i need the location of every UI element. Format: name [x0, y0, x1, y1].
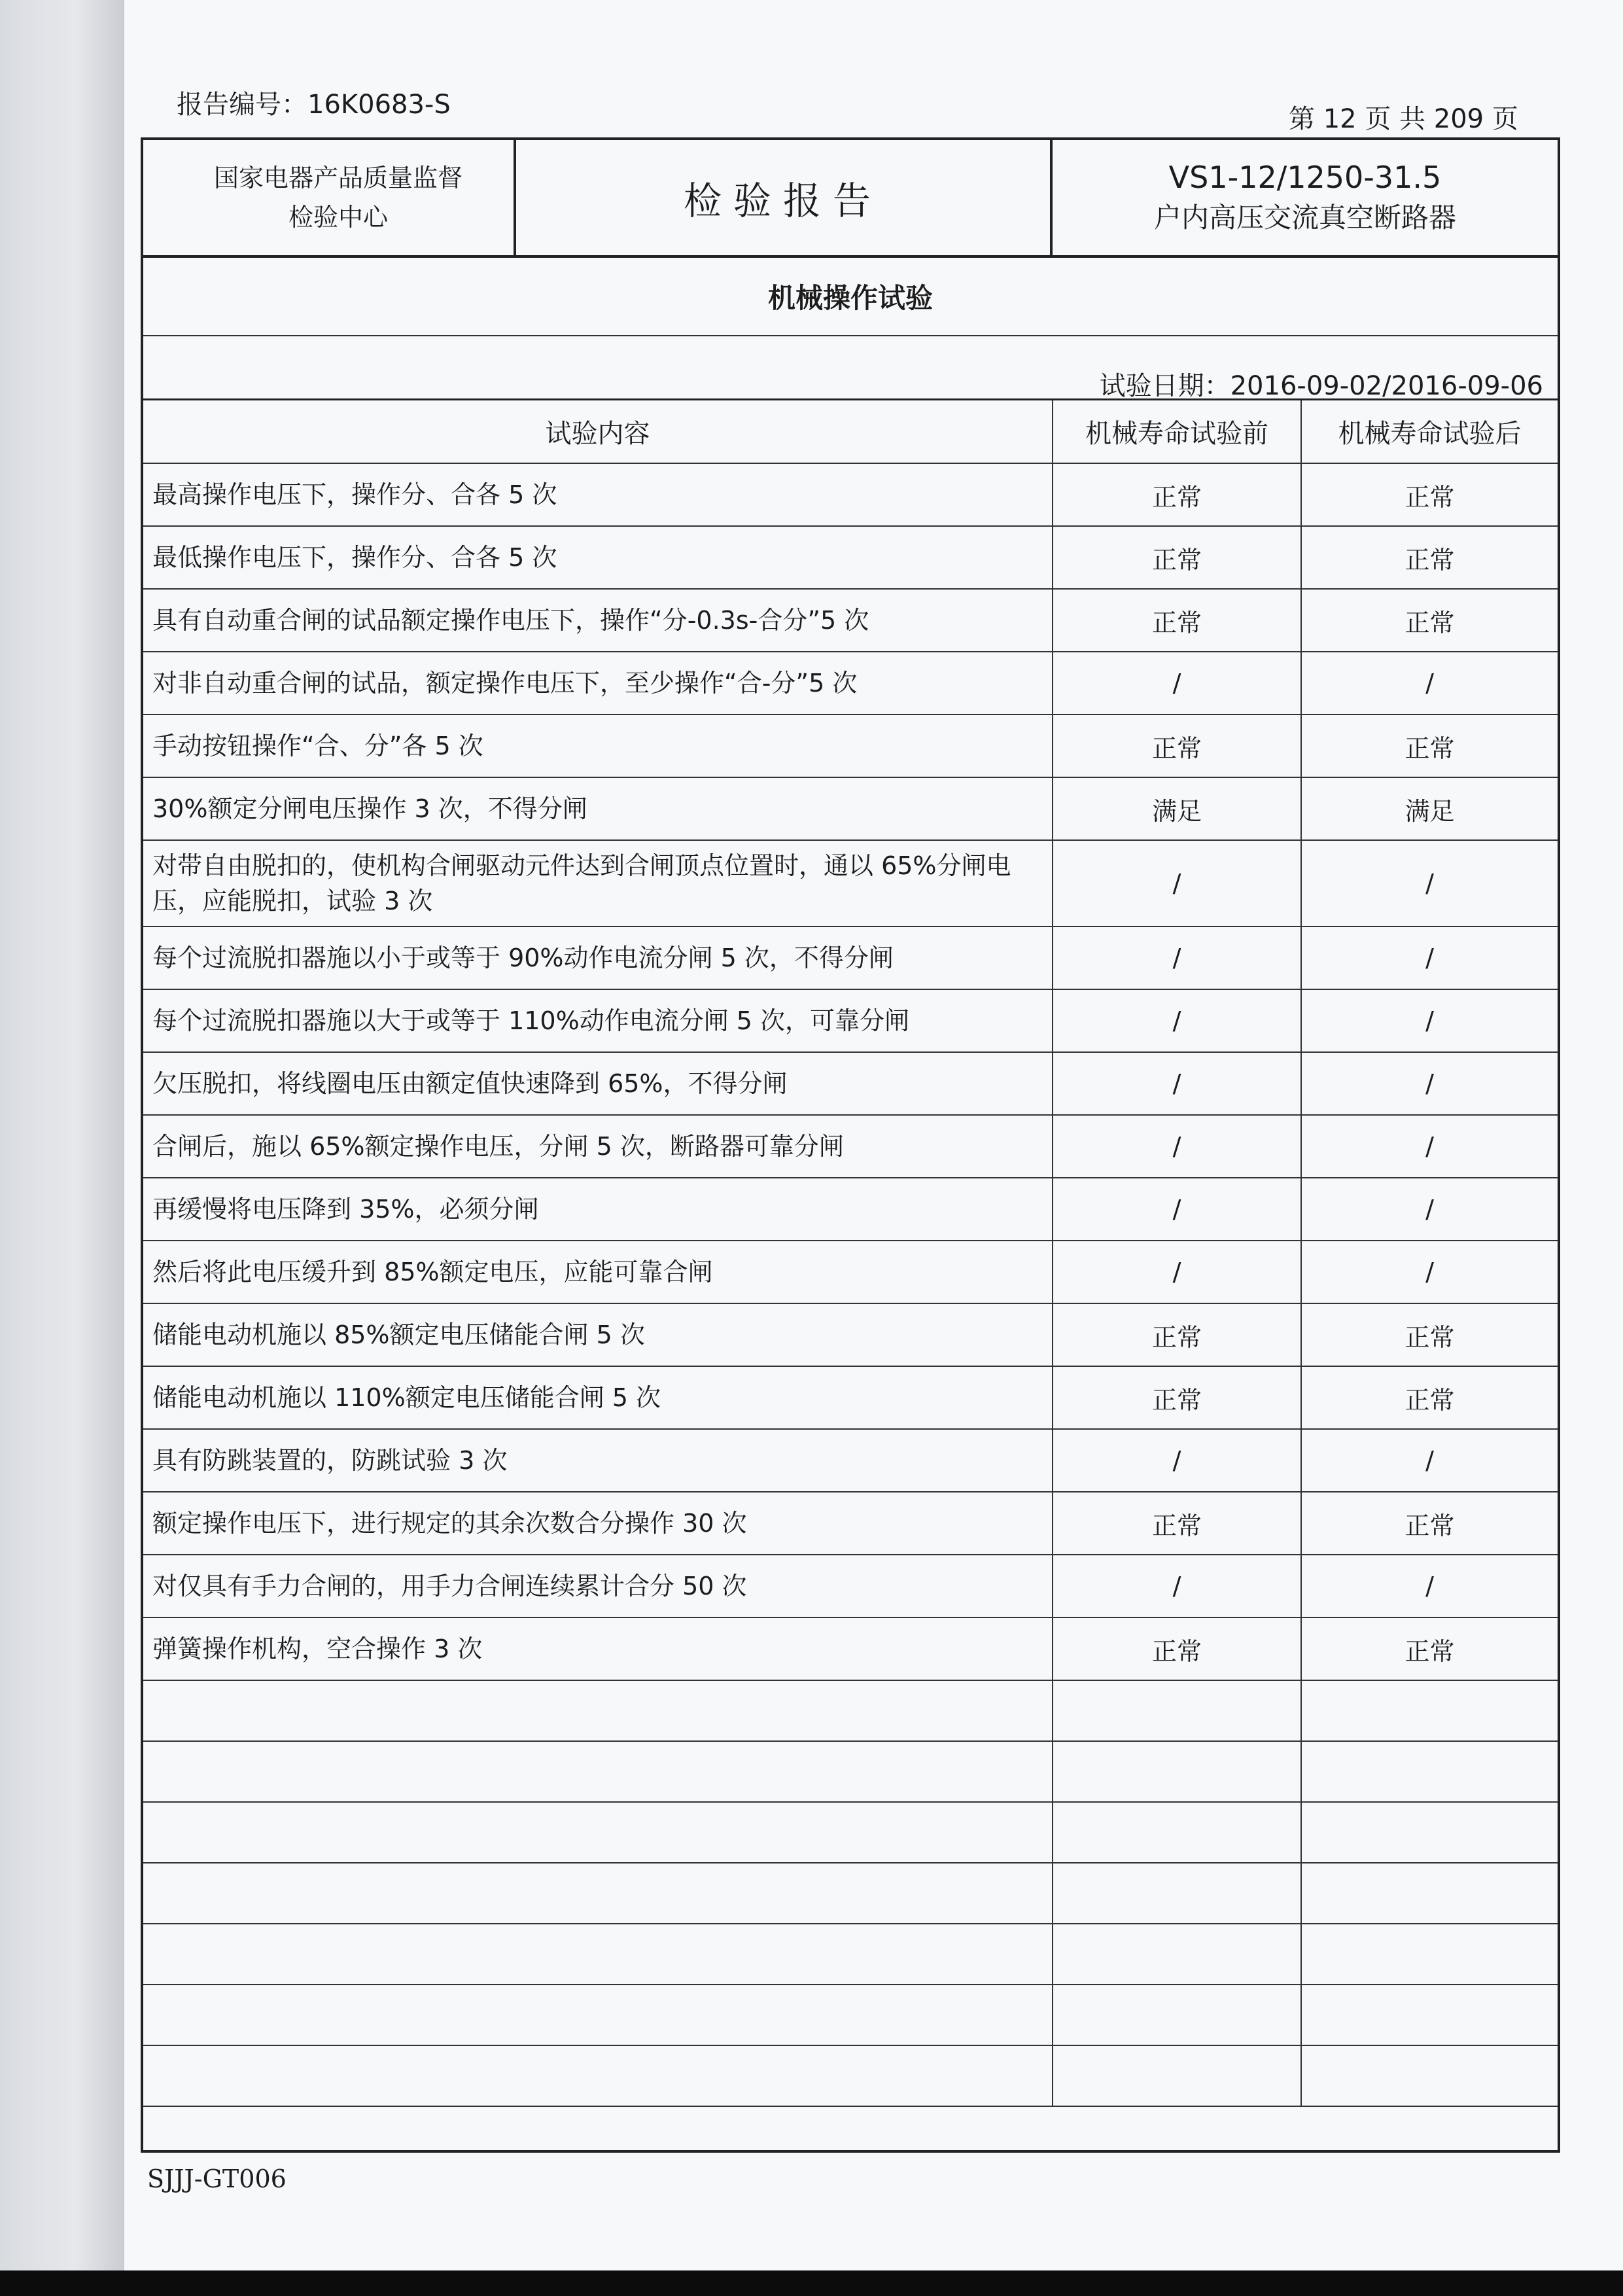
result-after-cell: / [1301, 1178, 1558, 1241]
result-after-cell: 满足 [1301, 777, 1558, 840]
org-name-line1: 国家电器产品质量监督 [213, 164, 462, 192]
empty-cell [143, 2045, 1053, 2106]
empty-cell [143, 1802, 1053, 1863]
test-date: 试验日期：2016-09-02/2016-09-06 [1099, 371, 1543, 401]
test-item-cell: 对带自由脱扣的，使机构合闸驱动元件达到合闸顶点位置时，通以 65%分闸电压，应能脱扣，试验 3 次 [143, 840, 1053, 927]
product-name: 户内高压交流真空断路器 [1153, 202, 1456, 234]
result-before-cell: / [1053, 1429, 1301, 1492]
test-item-cell: 30%额定分闸电压操作 3 次，不得分闸 [143, 777, 1053, 840]
result-before-cell: 正常 [1053, 1492, 1301, 1555]
result-before-cell: 正常 [1053, 589, 1301, 652]
test-item-cell: 最高操作电压下，操作分、合各 5 次 [143, 463, 1053, 526]
empty-cell [1053, 1863, 1301, 1924]
org-name-line2: 检验中心 [288, 203, 388, 232]
result-before-cell: / [1053, 1115, 1301, 1178]
organization-cell [163, 140, 516, 255]
result-after-cell: 正常 [1301, 1492, 1558, 1555]
test-item-cell: 手动按钮操作“合、分”各 5 次 [143, 715, 1053, 777]
empty-cell [143, 1863, 1053, 1924]
result-before-cell: 正常 [1053, 1303, 1301, 1366]
empty-cell [1301, 2045, 1558, 2106]
table-row [143, 1178, 1558, 1241]
test-item-cell: 弹簧操作机构，空合操作 3 次 [143, 1617, 1053, 1680]
result-before-cell: / [1053, 927, 1301, 989]
test-item-cell: 最低操作电压下，操作分、合各 5 次 [143, 526, 1053, 589]
result-before-cell: 正常 [1053, 1366, 1301, 1429]
result-after-cell: 正常 [1301, 463, 1558, 526]
test-date-row [143, 336, 1558, 400]
table-row [143, 1052, 1558, 1115]
empty-cell [143, 1741, 1053, 1802]
table-row [143, 927, 1558, 989]
product-cell [1053, 140, 1558, 255]
empty-row [143, 1741, 1558, 1802]
report-sheet [141, 137, 1560, 2153]
scan-border-bottom [0, 2270, 1623, 2296]
table-row [143, 1241, 1558, 1303]
empty-row [143, 1924, 1558, 1985]
test-item-cell: 对仅具有手力合闸的，用手力合闸连续累计合分 50 次 [143, 1555, 1053, 1617]
result-after-cell: / [1301, 652, 1558, 715]
table-row [143, 589, 1558, 652]
empty-row [143, 2045, 1558, 2106]
table-row [143, 1115, 1558, 1178]
result-before-cell: 满足 [1053, 777, 1301, 840]
empty-cell [143, 1680, 1053, 1741]
empty-cell [1053, 1985, 1301, 2045]
header-before-life-test: 机械寿命试验前 [1053, 400, 1301, 463]
result-after-cell: 正常 [1301, 1617, 1558, 1680]
empty-cell [143, 1985, 1053, 2045]
doc-title-cell [516, 140, 1053, 255]
test-item-cell: 储能电动机施以 85%额定电压储能合闸 5 次 [143, 1303, 1053, 1366]
result-after-cell: / [1301, 1052, 1558, 1115]
test-item-cell: 具有自动重合闸的试品额定操作电压下，操作“分-0.3s-合分”5 次 [143, 589, 1053, 652]
result-before-cell: / [1053, 989, 1301, 1052]
page-info: 第 12 页 共 209 页 [1289, 104, 1518, 134]
empty-row [143, 1680, 1558, 1741]
empty-cell [1301, 1985, 1558, 2045]
table-row [143, 1617, 1558, 1680]
table-row [143, 1492, 1558, 1555]
test-results-table [143, 400, 1558, 2107]
table-row [143, 526, 1558, 589]
result-after-cell: / [1301, 1115, 1558, 1178]
result-after-cell: 正常 [1301, 715, 1558, 777]
table-row [143, 463, 1558, 526]
empty-cell [1053, 1802, 1301, 1863]
doc-title: 检验报告 [683, 179, 882, 223]
empty-row [143, 1863, 1558, 1924]
table-row [143, 989, 1558, 1052]
empty-cell [1301, 1802, 1558, 1863]
header-test-content: 试验内容 [143, 400, 1053, 463]
table-row [143, 1555, 1558, 1617]
empty-cell [1053, 1924, 1301, 1985]
result-before-cell: / [1053, 1241, 1301, 1303]
empty-row [143, 1802, 1558, 1863]
result-before-cell: 正常 [1053, 463, 1301, 526]
header-after-life-test: 机械寿命试验后 [1301, 400, 1558, 463]
product-model: VS1-12/1250-31.5 [1168, 160, 1442, 195]
result-before-cell: / [1053, 1555, 1301, 1617]
test-item-cell: 对非自动重合闸的试品，额定操作电压下，至少操作“合-分”5 次 [143, 652, 1053, 715]
table-row [143, 840, 1558, 927]
form-code: SJJJ-GT006 [147, 2164, 287, 2193]
table-row [143, 652, 1558, 715]
result-after-cell: 正常 [1301, 589, 1558, 652]
result-after-cell: / [1301, 989, 1558, 1052]
test-item-cell: 额定操作电压下，进行规定的其余次数合分操作 30 次 [143, 1492, 1053, 1555]
test-item-cell: 每个过流脱扣器施以小于或等于 90%动作电流分闸 5 次，不得分闸 [143, 927, 1053, 989]
section-title: 机械操作试验 [143, 258, 1558, 336]
table-row [143, 777, 1558, 840]
binder-spine [0, 0, 124, 2296]
table-row [143, 1366, 1558, 1429]
result-before-cell: / [1053, 840, 1301, 927]
result-after-cell: / [1301, 1555, 1558, 1617]
test-item-cell: 具有防跳装置的，防跳试验 3 次 [143, 1429, 1053, 1492]
result-before-cell: 正常 [1053, 526, 1301, 589]
test-item-cell: 储能电动机施以 110%额定电压储能合闸 5 次 [143, 1366, 1053, 1429]
test-item-cell: 再缓慢将电压降到 35%，必须分闸 [143, 1178, 1053, 1241]
empty-cell [1301, 1924, 1558, 1985]
result-after-cell: 正常 [1301, 526, 1558, 589]
table-row [143, 1303, 1558, 1366]
table-row [143, 1429, 1558, 1492]
table-header-row [143, 400, 1558, 463]
result-before-cell: 正常 [1053, 1617, 1301, 1680]
empty-cell [1053, 2045, 1301, 2106]
result-before-cell: / [1053, 1178, 1301, 1241]
empty-cell [1301, 1741, 1558, 1802]
result-before-cell: / [1053, 1052, 1301, 1115]
result-after-cell: 正常 [1301, 1303, 1558, 1366]
empty-cell [1053, 1741, 1301, 1802]
title-block [143, 140, 1558, 258]
result-after-cell: 正常 [1301, 1366, 1558, 1429]
result-after-cell: / [1301, 1429, 1558, 1492]
test-item-cell: 合闸后，施以 65%额定操作电压，分闸 5 次，断路器可靠分闸 [143, 1115, 1053, 1178]
test-item-cell: 每个过流脱扣器施以大于或等于 110%动作电流分闸 5 次，可靠分闸 [143, 989, 1053, 1052]
result-after-cell: / [1301, 1241, 1558, 1303]
result-after-cell: / [1301, 840, 1558, 927]
empty-cell [1301, 1680, 1558, 1741]
result-before-cell: / [1053, 652, 1301, 715]
test-item-cell: 欠压脱扣，将线圈电压由额定值快速降到 65%，不得分闸 [143, 1052, 1053, 1115]
result-before-cell: 正常 [1053, 715, 1301, 777]
report-number: 报告编号：16K0683-S [177, 90, 451, 120]
empty-row [143, 1985, 1558, 2045]
empty-cell [1053, 1680, 1301, 1741]
table-row [143, 715, 1558, 777]
test-item-cell: 然后将此电压缓升到 85%额定电压，应能可靠合闸 [143, 1241, 1053, 1303]
empty-cell [1301, 1863, 1558, 1924]
result-after-cell: / [1301, 927, 1558, 989]
empty-cell [143, 1924, 1053, 1985]
